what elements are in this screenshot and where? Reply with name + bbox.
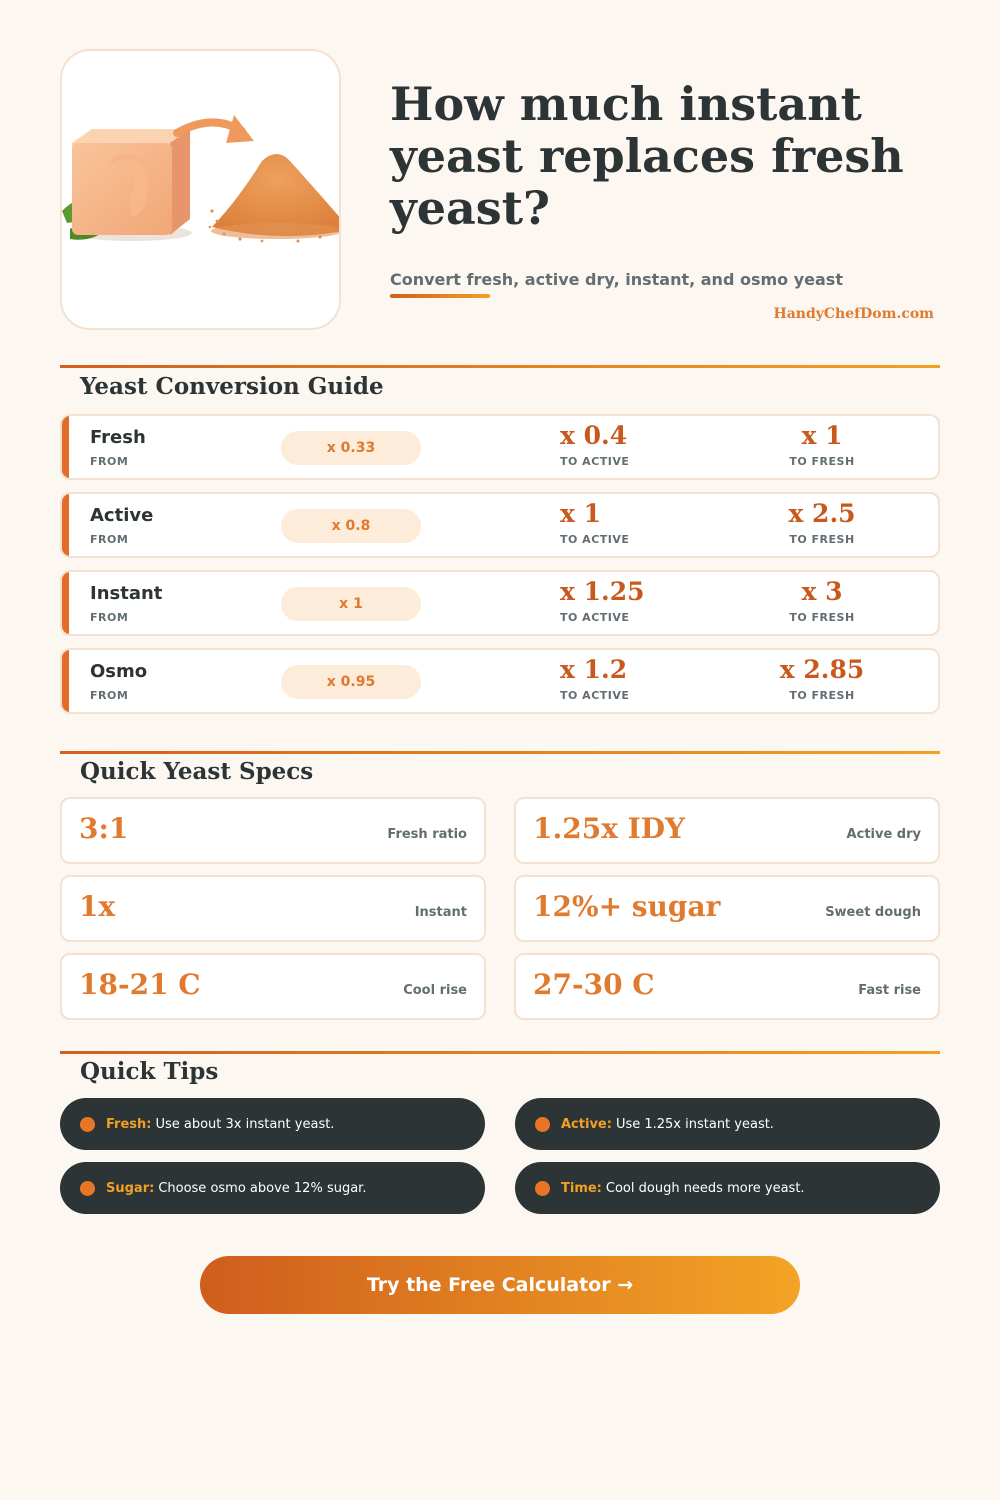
- spec-label: Sweet dough: [825, 905, 921, 920]
- to-fresh-value: x 2.5: [788, 499, 856, 528]
- spec-value: 18-21 C: [79, 968, 201, 1001]
- to-fresh-value: x 1: [801, 421, 843, 450]
- tip-pill: [515, 1098, 940, 1150]
- from-label: FROM: [90, 533, 129, 546]
- to-active-value: x 1.2: [560, 655, 628, 684]
- spec-value: 12%+ sugar: [533, 890, 721, 923]
- conversion-pill: x 1: [281, 587, 421, 621]
- section-divider: [60, 365, 940, 368]
- tip-text: Use 1.25x instant yeast.: [615, 1116, 774, 1132]
- yeast-name: Osmo: [90, 661, 148, 682]
- conversion-pill: x 0.95: [281, 665, 421, 699]
- to-fresh-value: x 3: [801, 577, 843, 606]
- spec-card: [60, 953, 486, 1020]
- spec-value: 1x: [79, 890, 116, 923]
- row-accent-bar: [62, 416, 69, 478]
- spec-label: Cool rise: [403, 983, 467, 998]
- conversion-pill: x 0.8: [281, 509, 421, 543]
- to-fresh-label: TO FRESH: [789, 611, 855, 624]
- yeast-illustration: [62, 51, 341, 330]
- yeast-name: Fresh: [90, 427, 146, 448]
- tip-text: Choose osmo above 12% sugar.: [158, 1180, 367, 1196]
- tip-pill: [60, 1162, 485, 1214]
- section-title-tips: Quick Tips: [80, 1058, 219, 1085]
- spec-card: [514, 875, 940, 942]
- dot-icon: [535, 1117, 550, 1132]
- from-label: FROM: [90, 455, 129, 468]
- spec-label: Fresh ratio: [387, 827, 467, 842]
- row-accent-bar: [62, 494, 69, 556]
- to-fresh-value: x 2.85: [779, 655, 865, 684]
- dot-icon: [535, 1181, 550, 1196]
- to-fresh-label: TO FRESH: [789, 533, 855, 546]
- yeast-name: Active: [90, 505, 154, 526]
- to-active-value: x 1: [560, 499, 602, 528]
- section-title-conversion: Yeast Conversion Guide: [80, 373, 384, 400]
- brand-link[interactable]: HandyChefDom.com: [773, 306, 934, 322]
- spec-label: Fast rise: [858, 983, 921, 998]
- from-label: FROM: [90, 611, 129, 624]
- yeast-name: Instant: [90, 583, 163, 604]
- conversion-pill: x 0.33: [281, 431, 421, 465]
- to-active-label: TO ACTIVE: [560, 533, 630, 546]
- spec-label: Active dry: [846, 827, 921, 842]
- row-accent-bar: [62, 650, 69, 712]
- tip-text: Use about 3x instant yeast.: [155, 1116, 335, 1132]
- page-subtitle: Convert fresh, active dry, instant, and osmo yeast: [390, 270, 843, 289]
- section-divider: [60, 751, 940, 754]
- to-active-label: TO ACTIVE: [560, 455, 630, 468]
- tip-key: Time:: [561, 1180, 602, 1196]
- spec-value: 27-30 C: [533, 968, 655, 1001]
- subtitle-underline: [390, 294, 490, 298]
- yeast-powder-pile-icon: [209, 154, 341, 243]
- tip-pill: [60, 1098, 485, 1150]
- tip-key: Active:: [561, 1116, 612, 1132]
- calculator-cta-button[interactable]: Try the Free Calculator →: [200, 1256, 800, 1314]
- tip-key: Sugar:: [106, 1180, 155, 1196]
- section-divider: [60, 1051, 940, 1054]
- conversion-row-osmo: [60, 648, 940, 714]
- tip-key: Fresh:: [106, 1116, 152, 1132]
- conversion-row-instant: [60, 570, 940, 636]
- conversion-row-fresh: [60, 414, 940, 480]
- spec-card: [514, 797, 940, 864]
- dot-icon: [80, 1117, 95, 1132]
- from-label: FROM: [90, 689, 129, 702]
- hero-image-card: [60, 49, 341, 330]
- to-active-label: TO ACTIVE: [560, 611, 630, 624]
- spec-card: [60, 875, 486, 942]
- to-active-label: TO ACTIVE: [560, 689, 630, 702]
- page-title: How much instant yeast replaces fresh yeast?: [390, 77, 904, 235]
- to-active-value: x 1.25: [560, 577, 645, 606]
- tip-pill: [515, 1162, 940, 1214]
- section-title-specs: Quick Yeast Specs: [80, 758, 314, 785]
- to-fresh-label: TO FRESH: [789, 455, 855, 468]
- fresh-yeast-cube-icon: [72, 129, 190, 235]
- spec-value: 1.25x IDY: [533, 812, 686, 845]
- conversion-row-active: [60, 492, 940, 558]
- to-active-value: x 0.4: [560, 421, 628, 450]
- spec-value: 3:1: [79, 812, 129, 845]
- row-accent-bar: [62, 572, 69, 634]
- to-fresh-label: TO FRESH: [789, 689, 855, 702]
- spec-label: Instant: [414, 905, 467, 920]
- dot-icon: [80, 1181, 95, 1196]
- tip-text: Cool dough needs more yeast.: [605, 1180, 805, 1196]
- spec-card: [60, 797, 486, 864]
- spec-card: [514, 953, 940, 1020]
